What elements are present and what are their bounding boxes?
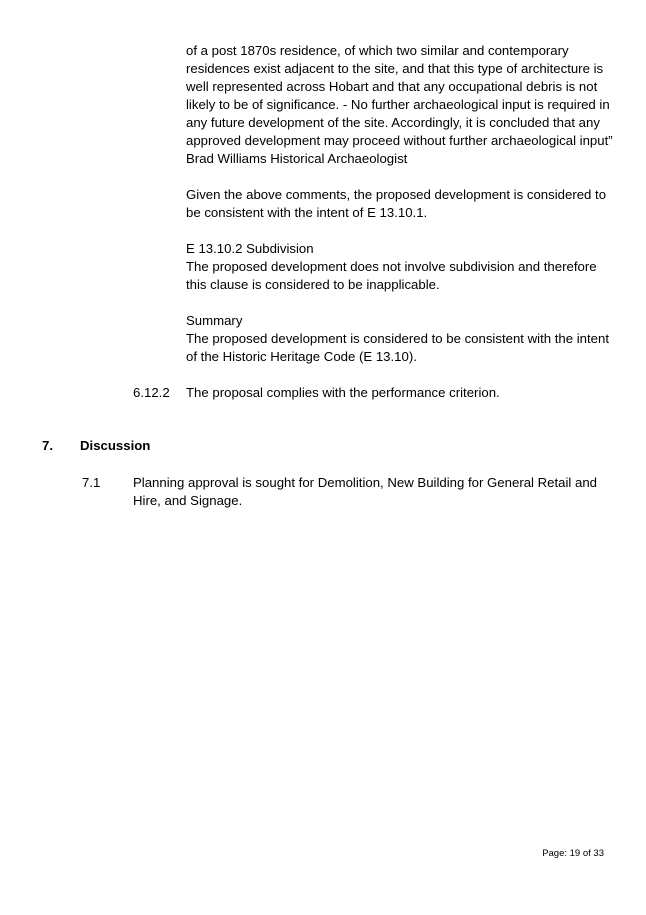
paragraph-line: of a post 1870s residence, of which two similar and contemporary <box>186 43 569 58</box>
summary-heading: Summary <box>186 313 243 328</box>
clause-text-block <box>133 474 597 510</box>
paragraph-line: be consistent with the intent of E 13.10.1. <box>186 205 428 220</box>
page-number: Page: 19 of 33 <box>542 848 604 859</box>
clause-number: 6.12.2 <box>133 385 170 400</box>
paragraph-line: Given the above comments, the proposed development is considered to <box>186 187 607 202</box>
subdivision-heading: E 13.10.2 Subdivision <box>186 241 314 256</box>
clause-text: The proposal complies with the performance criterion. <box>186 385 500 400</box>
paragraph-line: likely to be of significance. - No further archaeological input is required in <box>186 97 610 112</box>
paragraph-line: residences exist adjacent to the site, and that this type of architecture is <box>186 61 604 76</box>
clause-number: 7.1 <box>82 475 101 490</box>
section-number: 7. <box>42 438 53 453</box>
paragraph-line: well represented across Hobart and that any occupational debris is not <box>186 79 598 94</box>
paragraph-line: any future development of the site. Accordingly, it is concluded that any <box>186 115 600 130</box>
paragraph-line: approved development may proceed without further archaeological input” <box>186 133 613 148</box>
paragraph-line: this clause is considered to be inapplicable. <box>186 277 440 292</box>
paragraph-line: The proposed development is considered to be consistent with the intent <box>186 331 609 346</box>
section-title: Discussion <box>80 438 151 453</box>
paragraph-line: Brad Williams Historical Archaeologist <box>186 151 408 166</box>
summary-block <box>186 312 609 366</box>
paragraph-line: The proposed development does not involve subdivision and therefore <box>186 259 597 274</box>
consistency-paragraph <box>186 186 606 222</box>
subdivision-block <box>186 240 606 294</box>
paragraph-line: of the Historic Heritage Code (E 13.10). <box>186 349 417 364</box>
quote-continuation-paragraph <box>186 42 613 168</box>
paragraph-line: Hire, and Signage. <box>133 493 243 508</box>
paragraph-line: Planning approval is sought for Demolition, New Building for General Retail and <box>133 475 598 490</box>
